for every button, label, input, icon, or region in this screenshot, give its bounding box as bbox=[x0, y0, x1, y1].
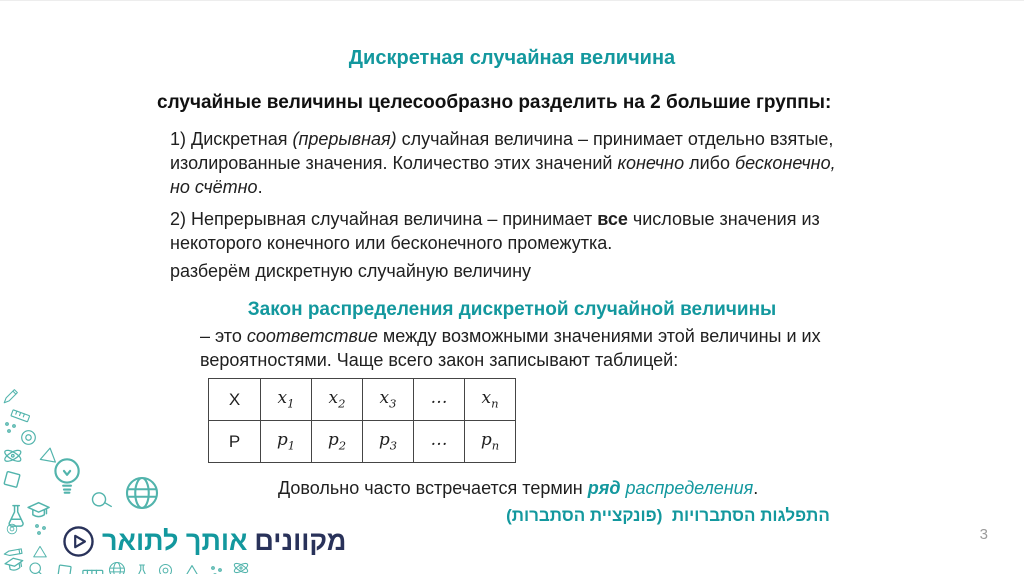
square-icon bbox=[4, 471, 20, 487]
term-line bbox=[278, 478, 758, 499]
law-title: Закон распределения дискретной случайной величины bbox=[247, 299, 777, 320]
table-cell: $x_2$ bbox=[312, 379, 363, 421]
table-cell: $p_3$ bbox=[363, 421, 414, 463]
flask-icon bbox=[137, 565, 148, 574]
hebrew-note: התפלגות הסתברויות (פונקציית הסתברות) bbox=[506, 506, 830, 525]
text-segment: 1) Дискретная bbox=[170, 129, 293, 149]
pencil-icon bbox=[4, 390, 17, 403]
play-icon bbox=[62, 525, 95, 558]
table-row-p bbox=[209, 421, 516, 463]
table-cell: … bbox=[414, 379, 465, 421]
text-segment: – это bbox=[200, 326, 247, 346]
lead-in-line: разберём дискретную случайную величину bbox=[170, 261, 532, 281]
table-row-x bbox=[209, 379, 516, 421]
light-bulb-icon bbox=[55, 459, 78, 492]
dots-icon bbox=[212, 567, 221, 574]
magnifier-icon bbox=[91, 490, 111, 510]
globe-icon bbox=[110, 563, 125, 574]
atom-icon bbox=[233, 562, 249, 574]
row-header-x: X bbox=[209, 379, 261, 421]
text-segment: . bbox=[753, 478, 759, 498]
paragraph-continuous bbox=[170, 207, 858, 255]
text-segment: (прерывная) bbox=[292, 129, 397, 149]
text-segment: 2) Непрерывная случайная величина – принимает bbox=[170, 209, 598, 229]
text-segment: между возможными значениями этой величины и их вероятностями. Чаще всего закон записывают таблицей: bbox=[200, 326, 821, 370]
ring-icon bbox=[160, 565, 172, 574]
law-description bbox=[200, 324, 832, 372]
triangle-icon bbox=[40, 447, 57, 462]
ring-icon bbox=[22, 431, 36, 445]
table-cell: $x_3$ bbox=[363, 379, 414, 421]
ruler-icon bbox=[83, 570, 103, 574]
row-header-p: P bbox=[209, 421, 261, 463]
graduation-cap-icon bbox=[28, 503, 49, 517]
brand-logo bbox=[60, 523, 352, 560]
table-cell: $p_n$ bbox=[465, 421, 516, 463]
table-cell: $x_1$ bbox=[261, 379, 312, 421]
page-number: 3 bbox=[979, 526, 988, 543]
paragraph-discrete bbox=[170, 127, 858, 199]
pencil-icon bbox=[4, 543, 23, 562]
text-segment: бесконечно, но счётно bbox=[170, 153, 836, 197]
ruler-icon bbox=[11, 410, 30, 422]
slide-title: Дискретная случайная величина bbox=[348, 47, 676, 69]
flask-icon bbox=[9, 506, 23, 526]
brand-name: מקוונים bbox=[254, 526, 347, 556]
table-cell: $p_2$ bbox=[312, 421, 363, 463]
table-cell: … bbox=[414, 421, 465, 463]
table-cell: $x_n$ bbox=[465, 379, 516, 421]
text-segment: случайная величина – принимает отдельно взятые, изолированные значения. Количество этих значений bbox=[170, 129, 834, 173]
probability-table bbox=[208, 378, 516, 463]
globe-icon bbox=[127, 478, 157, 508]
table-cell: $p_1$ bbox=[261, 421, 312, 463]
intro-line: случайные величины целесообразно разделить на 2 большие группы: bbox=[157, 92, 832, 113]
atom-icon bbox=[3, 448, 22, 463]
square-icon bbox=[58, 565, 71, 574]
graduation-cap-icon bbox=[4, 557, 24, 572]
text-segment: ряд bbox=[587, 478, 621, 498]
dots-icon bbox=[36, 525, 45, 534]
text-segment: . bbox=[257, 177, 263, 197]
triangle-icon bbox=[34, 546, 47, 557]
text-segment: конечно bbox=[617, 153, 685, 173]
text-segment: Довольно часто встречается термин bbox=[278, 478, 588, 498]
text-segment: все bbox=[597, 209, 628, 229]
text-segment: соответствие bbox=[246, 326, 378, 346]
text-segment: числовые значения из некоторого конечного или бесконечного промежутка. bbox=[170, 209, 820, 253]
triangle-icon bbox=[185, 566, 199, 574]
brand-tagline: אותך לתואר bbox=[102, 526, 248, 556]
text-segment: либо bbox=[684, 153, 735, 173]
magnifier-icon bbox=[30, 563, 43, 574]
text-segment: распределения bbox=[620, 478, 754, 498]
dots-icon bbox=[6, 423, 15, 432]
